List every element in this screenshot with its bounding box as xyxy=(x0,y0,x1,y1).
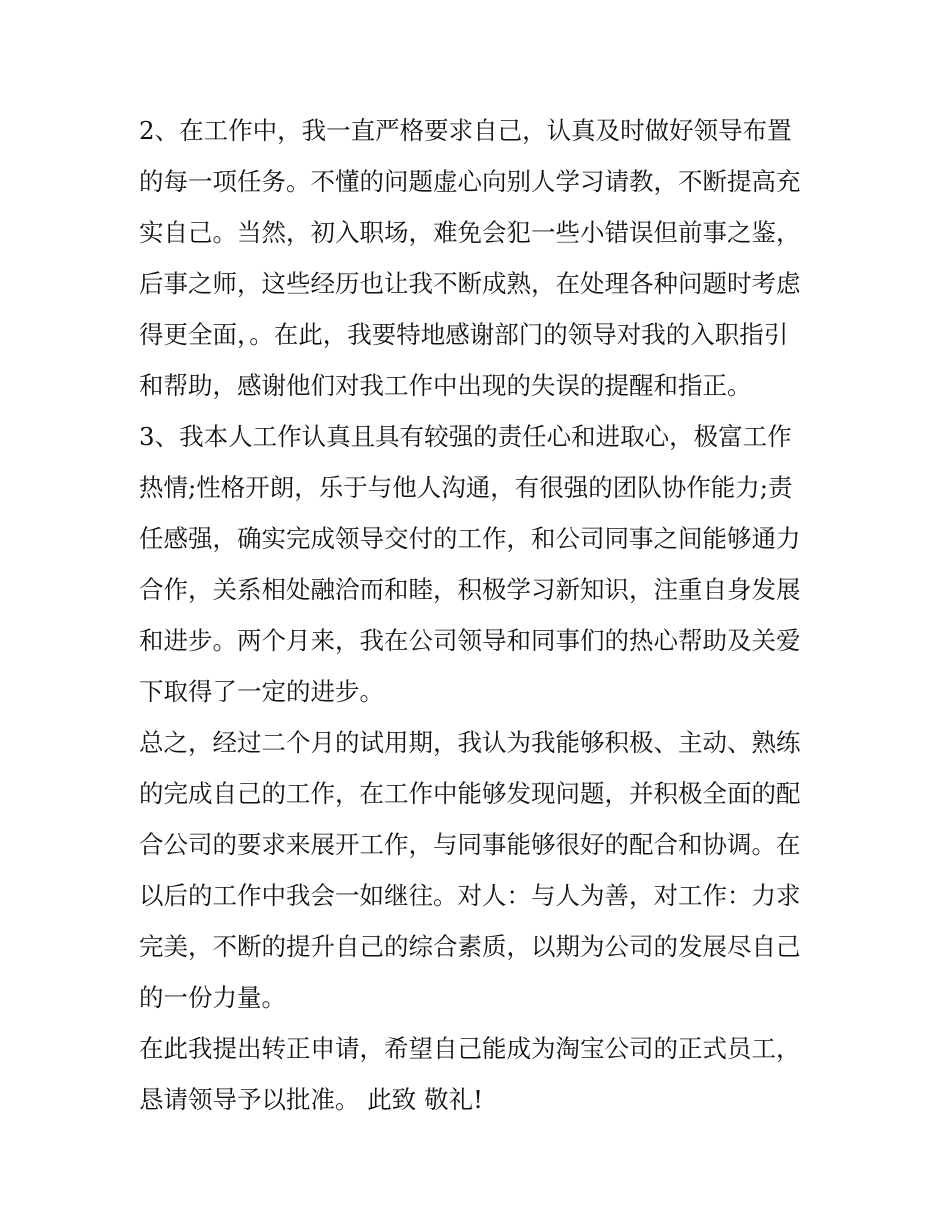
paragraph-closing-request xyxy=(139,1023,819,1125)
paragraph-summary xyxy=(139,717,819,1023)
document-body xyxy=(139,105,819,1125)
text-line: 合公司的要求来展开工作，与同事能够很好的配合和协调。在 xyxy=(139,830,801,859)
text-line: 下取得了一定的进步。 xyxy=(139,677,384,706)
text-line: 和帮助，感谢他们对我工作中出现的失误的提醒和指正。 xyxy=(139,371,752,400)
text-line: 得更全面，。在此，我要特地感谢部门的领导对我的入职指引 xyxy=(139,320,789,349)
text-line: 总之，经过二个月的试用期，我认为我能够积极、主动、熟练 xyxy=(139,728,801,757)
text-line: 的完成自己的工作，在工作中能够发现问题，并积极全面的配 xyxy=(139,779,801,808)
paragraph-point-2 xyxy=(139,105,819,411)
text-line: 热情;性格开朗，乐于与他人沟通，有很强的团队协作能力;责 xyxy=(139,473,793,502)
text-line: 以后的工作中我会一如继往。对人：与人为善，对工作：力求 xyxy=(139,881,801,910)
text-line: 2、在工作中，我一直严格要求自己，认真及时做好领导布置 xyxy=(139,116,792,145)
text-line: 任感强，确实完成领导交付的工作，和公司同事之间能够通力 xyxy=(139,524,801,553)
text-line: 实自己。当然，初入职场，难免会犯一些小错误但前事之鉴， xyxy=(139,218,801,247)
text-line: 的一份力量。 xyxy=(139,983,286,1012)
text-line: 和进步。两个月来，我在公司领导和同事们的热心帮助及关爱 xyxy=(139,626,801,655)
paragraph-point-3 xyxy=(139,411,819,717)
text-line: 在此我提出转正申请，希望自己能成为淘宝公司的正式员工， xyxy=(139,1034,801,1063)
text-line: 完美，不断的提升自己的综合素质，以期为公司的发展尽自己 xyxy=(139,932,801,961)
text-line: 后事之师，这些经历也让我不断成熟，在处理各种问题时考虑 xyxy=(139,269,801,298)
text-line: 恳请领导予以批准。 此致 敬礼! xyxy=(139,1085,483,1114)
text-line: 3、我本人工作认真且具有较强的责任心和进取心，极富工作 xyxy=(139,422,792,451)
text-line: 的每一项任务。不懂的问题虚心向别人学习请教，不断提高充 xyxy=(139,167,801,196)
text-line: 合作，关系相处融洽而和睦，积极学习新知识，注重自身发展 xyxy=(139,575,801,604)
